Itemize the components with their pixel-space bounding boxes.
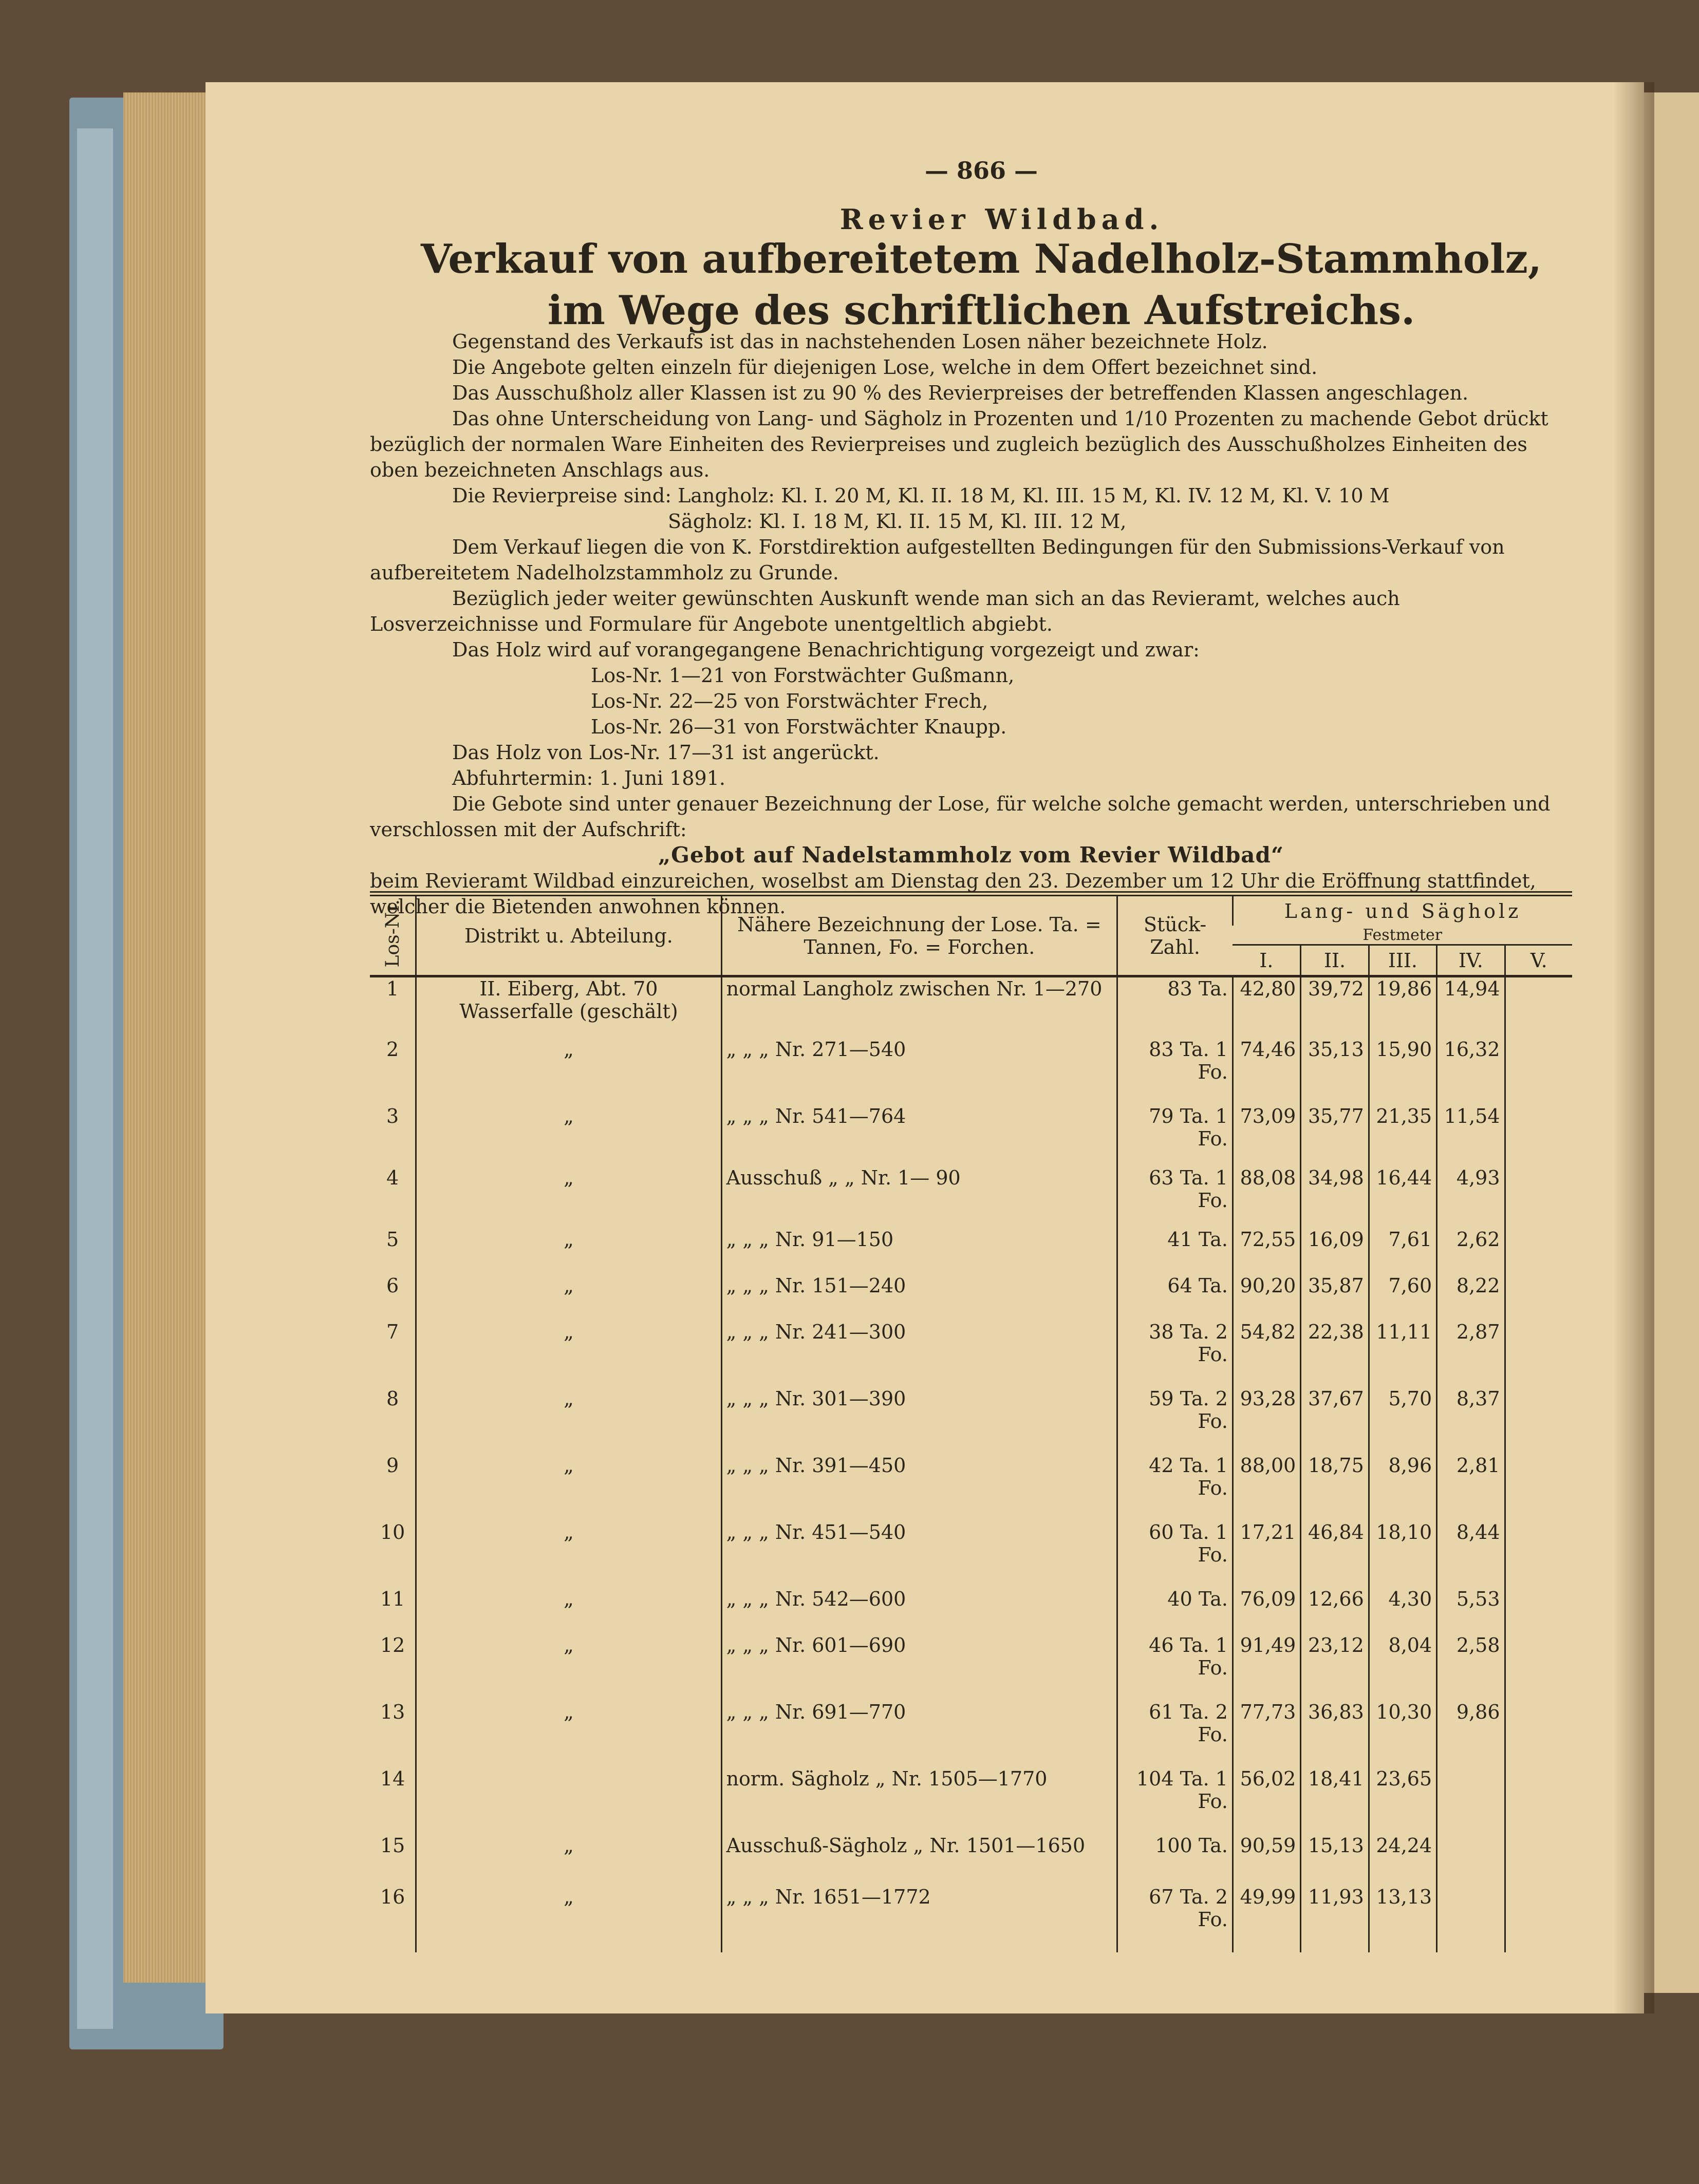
cell-stueckzahl: 83 Ta. 1 Fo. — [1117, 1038, 1233, 1105]
cell-distrikt: „ — [416, 1387, 721, 1454]
cell-stueckzahl: 38 Ta. 2 Fo. — [1117, 1321, 1233, 1387]
cell-stueckzahl: 63 Ta. 1 Fo. — [1117, 1166, 1233, 1228]
cell-class-4: 2,58 — [1437, 1634, 1505, 1701]
list-item: Los-Nr. 26—31 von Forstwächter Knaupp. — [591, 716, 1007, 738]
cell-bezeichnung: „ „ „ Nr. 151—240 — [721, 1274, 1117, 1321]
cell-distrikt: II. Eiberg, Abt. 70 Wasserfalle (geschält) — [416, 976, 721, 1038]
cell-distrikt: „ — [416, 1886, 721, 1952]
table-row — [370, 1166, 1572, 1228]
cell-class-2: 36,83 — [1301, 1701, 1369, 1767]
cell-losnr: 2 — [386, 1038, 399, 1061]
cell-class-4: 11,54 — [1437, 1105, 1505, 1166]
paragraph: Gegenstand des Verkaufs ist das in nachstehenden Losen näher bezeichnete Holz. — [452, 330, 1268, 353]
table-row — [370, 1274, 1572, 1321]
cell-stueckzahl: 83 Ta. — [1117, 976, 1233, 1038]
cell-class-4 — [1437, 1767, 1505, 1834]
cell-class-5 — [1505, 1701, 1572, 1767]
cell-losnr: 8 — [386, 1387, 399, 1410]
cell-class-5 — [1505, 1588, 1572, 1634]
cell-stueckzahl: 100 Ta. — [1117, 1834, 1233, 1886]
page-number: — 866 — — [924, 157, 1038, 184]
cell-class-4 — [1437, 1886, 1505, 1952]
cell-losnr: 13 — [380, 1700, 405, 1723]
cell-distrikt: „ — [416, 1634, 721, 1701]
cell-class-1: 56,02 — [1233, 1767, 1300, 1834]
cell-bezeichnung: „ „ „ Nr. 301—390 — [721, 1387, 1117, 1454]
header-lang-saeg: Lang- und Sägholz — [1233, 894, 1572, 926]
cell-distrikt: „ — [416, 1166, 721, 1228]
cell-class-1: 42,80 — [1233, 976, 1300, 1038]
cell-class-5 — [1505, 1038, 1572, 1105]
cell-class-3: 19,86 — [1369, 976, 1436, 1038]
cell-class-1: 88,08 — [1233, 1166, 1300, 1228]
cell-class-5 — [1505, 1228, 1572, 1274]
cell-bezeichnung: normal Langholz zwischen Nr. 1—270 — [721, 976, 1117, 1038]
cell-stueckzahl: 41 Ta. — [1117, 1228, 1233, 1274]
cell-class-4: 2,87 — [1437, 1321, 1505, 1387]
page-title: Verkauf von aufbereitetem Nadelholz-Stammholz, im Wege des schriftlichen Aufstreichs. — [420, 236, 1542, 334]
cell-stueckzahl: 46 Ta. 1 Fo. — [1117, 1634, 1233, 1701]
cell-stueckzahl: 64 Ta. — [1117, 1274, 1233, 1321]
cell-stueckzahl: 67 Ta. 2 Fo. — [1117, 1886, 1233, 1952]
table-row — [370, 1834, 1572, 1886]
header-class-3: III. — [1369, 945, 1436, 976]
cell-class-3: 23,65 — [1369, 1767, 1436, 1834]
cell-class-1: 73,09 — [1233, 1105, 1300, 1166]
cell-class-2: 16,09 — [1301, 1228, 1369, 1274]
cell-class-3: 5,70 — [1369, 1387, 1436, 1454]
cell-class-3: 13,13 — [1369, 1886, 1436, 1952]
table-row — [370, 1701, 1572, 1767]
cell-class-3: 15,90 — [1369, 1038, 1436, 1105]
cell-bezeichnung: „ „ „ Nr. 1651—1772 — [721, 1886, 1117, 1952]
table-row — [370, 1886, 1572, 1952]
paragraph: Das Holz wird auf vorangegangene Benachrichtigung vorgezeigt und zwar: — [452, 638, 1200, 661]
cell-class-2: 35,77 — [1301, 1105, 1369, 1166]
table-row — [370, 976, 1572, 1038]
paragraph: Sägholz: Kl. I. 18 M, Kl. II. 15 M, Kl. III. 12 M, — [668, 510, 1127, 533]
list-item: Los-Nr. 22—25 von Forstwächter Frech, — [591, 690, 988, 712]
cell-bezeichnung: Ausschuß „ „ Nr. 1— 90 — [721, 1166, 1117, 1228]
cell-distrikt: „ — [416, 1038, 721, 1105]
cell-class-5 — [1505, 1834, 1572, 1886]
cell-class-4: 4,93 — [1437, 1166, 1505, 1228]
header-festmeter: Festmeter — [1233, 926, 1572, 945]
cell-bezeichnung: „ „ „ Nr. 271—540 — [721, 1038, 1117, 1105]
cell-class-4: 8,44 — [1437, 1521, 1505, 1588]
cell-distrikt: „ — [416, 1834, 721, 1886]
cell-bezeichnung: „ „ „ Nr. 451—540 — [721, 1521, 1117, 1588]
header-stueckzahl: Stück-Zahl. — [1117, 894, 1233, 976]
cell-losnr: 14 — [380, 1767, 405, 1790]
cell-class-3: 4,30 — [1369, 1588, 1436, 1634]
paragraph: Die Gebote sind unter genauer Bezeichnung der Lose, für welche solche gemacht werden, unterschrieben und verschlossen mit der Aufschrift: — [370, 793, 1551, 841]
cell-class-1: 17,21 — [1233, 1521, 1300, 1588]
cell-class-5 — [1505, 1387, 1572, 1454]
header-class-4: IV. — [1437, 945, 1505, 976]
cell-class-3: 7,61 — [1369, 1228, 1436, 1274]
table-row — [370, 1105, 1572, 1166]
cell-class-2: 22,38 — [1301, 1321, 1369, 1387]
cell-class-4 — [1437, 1834, 1505, 1886]
paragraph: Das Ausschußholz aller Klassen ist zu 90 % des Revierpreises der betreffenden Klassen angeschlagen. — [452, 382, 1469, 404]
cell-class-5 — [1505, 1454, 1572, 1521]
cell-class-2: 34,98 — [1301, 1166, 1369, 1228]
cell-bezeichnung: „ „ „ Nr. 91—150 — [721, 1228, 1117, 1274]
table-row — [370, 1634, 1572, 1701]
paragraph: Abfuhrtermin: 1. Juni 1891. — [452, 767, 725, 789]
cell-class-4: 5,53 — [1437, 1588, 1505, 1634]
cell-class-1: 49,99 — [1233, 1886, 1300, 1952]
header-losnr: Los-Nr. — [370, 894, 416, 976]
table-row — [370, 1454, 1572, 1521]
cell-class-4: 9,86 — [1437, 1701, 1505, 1767]
cell-stueckzahl: 104 Ta. 1 Fo. — [1117, 1767, 1233, 1834]
lots-table — [370, 891, 1572, 1952]
cell-class-5 — [1505, 1634, 1572, 1701]
table-row — [370, 1321, 1572, 1387]
cell-class-5 — [1505, 1105, 1572, 1166]
cell-class-2: 18,75 — [1301, 1454, 1369, 1521]
page-gutter — [1613, 82, 1654, 2013]
cell-class-4: 16,32 — [1437, 1038, 1505, 1105]
cell-class-2: 35,13 — [1301, 1038, 1369, 1105]
cell-class-5 — [1505, 1321, 1572, 1387]
list-item: Los-Nr. 1—21 von Forstwächter Gußmann, — [591, 664, 1015, 687]
cell-losnr: 12 — [380, 1633, 405, 1656]
cell-class-5 — [1505, 976, 1572, 1038]
cell-bezeichnung: „ „ „ Nr. 241—300 — [721, 1321, 1117, 1387]
table-row — [370, 1588, 1572, 1634]
cell-distrikt: „ — [416, 1321, 721, 1387]
cell-losnr: 16 — [380, 1885, 405, 1908]
cell-class-1: 54,82 — [1233, 1321, 1300, 1387]
cell-class-4: 14,94 — [1437, 976, 1505, 1038]
cell-distrikt: „ — [416, 1105, 721, 1166]
paragraph: Die Angebote gelten einzeln für diejenigen Lose, welche in dem Offert bezeichnet sind. — [452, 356, 1318, 379]
cell-class-4: 8,37 — [1437, 1387, 1505, 1454]
cell-class-2: 35,87 — [1301, 1274, 1369, 1321]
paragraph: Bezüglich jeder weiter gewünschten Auskunft wende man sich an das Revieramt, welches auch Losverzeichnisse und Formulare für Angebote unentgeltlich abgiebt. — [370, 587, 1400, 635]
cell-bezeichnung: „ „ „ Nr. 542—600 — [721, 1588, 1117, 1634]
paragraph: beim Revieramt Wildbad einzureichen, woselbst am Dienstag den 23. Dezember um 12 Uhr die Eröffnung stattfindet, welcher die Bietenden anwohnen können. — [370, 870, 1536, 918]
cell-class-3: 7,60 — [1369, 1274, 1436, 1321]
cell-class-2: 15,13 — [1301, 1834, 1369, 1886]
table-row — [370, 1038, 1572, 1105]
cell-distrikt: „ — [416, 1521, 721, 1588]
cell-stueckzahl: 60 Ta. 1 Fo. — [1117, 1521, 1233, 1588]
cell-bezeichnung: „ „ „ Nr. 541—764 — [721, 1105, 1117, 1166]
cell-class-2: 39,72 — [1301, 976, 1369, 1038]
cell-class-5 — [1505, 1767, 1572, 1834]
cell-class-3: 10,30 — [1369, 1701, 1436, 1767]
revier-heading: Revier Wildbad. — [839, 203, 1164, 236]
cell-losnr: 5 — [386, 1228, 399, 1251]
cell-stueckzahl: 42 Ta. 1 Fo. — [1117, 1454, 1233, 1521]
cell-class-1: 93,28 — [1233, 1387, 1300, 1454]
cell-class-2: 23,12 — [1301, 1634, 1369, 1701]
cell-class-3: 8,04 — [1369, 1634, 1436, 1701]
cell-losnr: 10 — [380, 1520, 405, 1543]
header-class-2: II. — [1301, 945, 1369, 976]
table-row — [370, 1767, 1572, 1834]
paragraph: Dem Verkauf liegen die von K. Forstdirektion aufgestellten Bedingungen für den Submissions-Verkauf von aufbereitetem Nadelholzstammholz zu Grunde. — [370, 536, 1505, 584]
cell-stueckzahl: 79 Ta. 1 Fo. — [1117, 1105, 1233, 1166]
cell-class-5 — [1505, 1274, 1572, 1321]
page — [206, 82, 1644, 2013]
cell-distrikt — [416, 1767, 721, 1834]
paragraph: Das Holz von Los-Nr. 17—31 ist angerückt. — [452, 741, 880, 764]
cell-class-2: 18,41 — [1301, 1767, 1369, 1834]
paragraph: „Gebot auf Nadelstammholz vom Revier Wildbad“ — [658, 842, 1284, 868]
cell-bezeichnung: „ „ „ Nr. 691—770 — [721, 1701, 1117, 1767]
cell-class-1: 88,00 — [1233, 1454, 1300, 1521]
cell-class-2: 12,66 — [1301, 1588, 1369, 1634]
cell-class-5 — [1505, 1166, 1572, 1228]
cell-losnr: 6 — [386, 1274, 399, 1297]
cell-class-2: 11,93 — [1301, 1886, 1369, 1952]
cell-class-2: 37,67 — [1301, 1387, 1369, 1454]
cell-class-4: 2,81 — [1437, 1454, 1505, 1521]
cell-class-3: 24,24 — [1369, 1834, 1436, 1886]
header-class-5: V. — [1505, 945, 1572, 976]
header-bezeichnung: Nähere Bezeichnung der Lose. Ta. = Tannen, Fo. = Forchen. — [721, 894, 1117, 976]
cell-stueckzahl: 40 Ta. — [1117, 1588, 1233, 1634]
cell-class-1: 77,73 — [1233, 1701, 1300, 1767]
cell-distrikt: „ — [416, 1454, 721, 1521]
cell-class-5 — [1505, 1521, 1572, 1588]
cell-class-2: 46,84 — [1301, 1521, 1369, 1588]
cell-stueckzahl: 59 Ta. 2 Fo. — [1117, 1387, 1233, 1454]
cell-class-4: 2,62 — [1437, 1228, 1505, 1274]
table-row — [370, 1387, 1572, 1454]
cell-bezeichnung: „ „ „ Nr. 391—450 — [721, 1454, 1117, 1521]
cell-losnr: 3 — [386, 1104, 399, 1127]
cell-class-1: 91,49 — [1233, 1634, 1300, 1701]
cell-bezeichnung: Ausschuß-Sägholz „ Nr. 1501—1650 — [721, 1834, 1117, 1886]
cell-distrikt: „ — [416, 1588, 721, 1634]
cell-losnr: 7 — [386, 1320, 399, 1343]
cell-distrikt: „ — [416, 1228, 721, 1274]
cell-class-4: 8,22 — [1437, 1274, 1505, 1321]
cell-distrikt: „ — [416, 1274, 721, 1321]
table-row — [370, 1521, 1572, 1588]
cell-class-1: 72,55 — [1233, 1228, 1300, 1274]
paragraph: Die Revierpreise sind: Langholz: Kl. I. 20 M, Kl. II. 18 M, Kl. III. 15 M, Kl. IV. 12 M, Kl. V. 10 M — [452, 484, 1390, 507]
cell-class-3: 21,35 — [1369, 1105, 1436, 1166]
header-class-1: I. — [1233, 945, 1300, 976]
cell-class-3: 16,44 — [1369, 1166, 1436, 1228]
cell-losnr: 9 — [386, 1454, 399, 1477]
cell-class-3: 18,10 — [1369, 1521, 1436, 1588]
cell-losnr: 11 — [380, 1587, 405, 1610]
cell-class-1: 76,09 — [1233, 1588, 1300, 1634]
cell-bezeichnung: norm. Sägholz „ Nr. 1505—1770 — [721, 1767, 1117, 1834]
cell-bezeichnung: „ „ „ Nr. 601—690 — [721, 1634, 1117, 1701]
cell-losnr: 4 — [386, 1166, 399, 1189]
book-cover-edge — [77, 128, 113, 2029]
cell-class-1: 74,46 — [1233, 1038, 1300, 1105]
cell-class-1: 90,59 — [1233, 1834, 1300, 1886]
notice-text — [370, 329, 1572, 919]
cell-class-1: 90,20 — [1233, 1274, 1300, 1321]
cell-losnr: 1 — [386, 977, 399, 1001]
cell-losnr: 15 — [380, 1834, 405, 1857]
paragraph: Das ohne Unterscheidung von Lang- und Sägholz in Prozenten und 1/10 Prozenten zu machende Gebot drückt bezüglich der normalen Ware Einheiten des Revierpreises und zugleich bezüglich des Ausschußholzes Einheiten des oben bezeichneten Anschlags aus. — [370, 407, 1548, 481]
cell-class-3: 11,11 — [1369, 1321, 1436, 1387]
cell-stueckzahl: 61 Ta. 2 Fo. — [1117, 1701, 1233, 1767]
cell-distrikt: „ — [416, 1701, 721, 1767]
cell-class-5 — [1505, 1886, 1572, 1952]
table-row — [370, 1228, 1572, 1274]
header-distrikt: Distrikt u. Abteilung. — [416, 894, 721, 976]
cell-class-3: 8,96 — [1369, 1454, 1436, 1521]
